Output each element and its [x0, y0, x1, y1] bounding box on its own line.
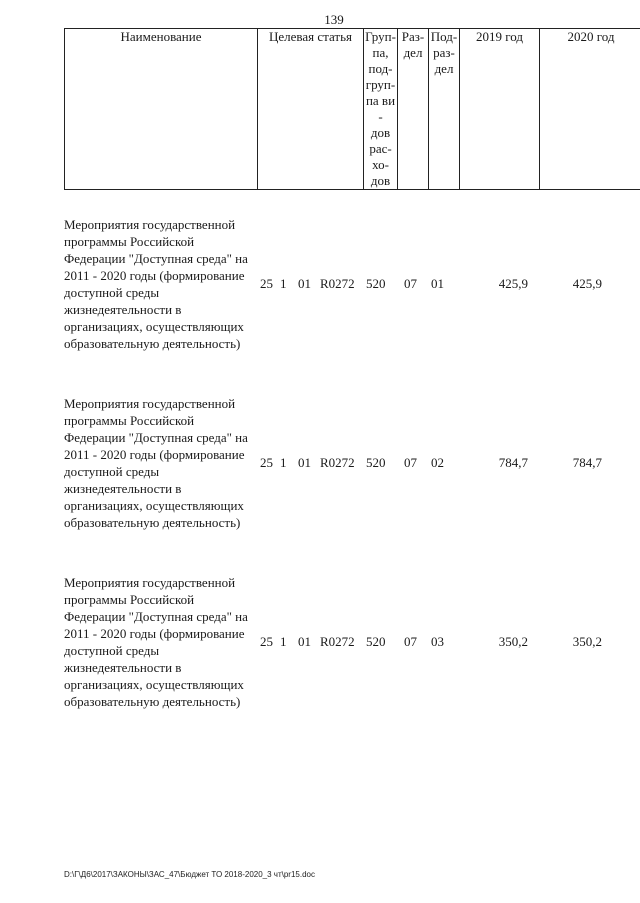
header-target-article: Целевая статья: [258, 29, 364, 190]
header-subsection: Под- раз- дел: [429, 29, 460, 190]
header-name: Наименование: [65, 29, 258, 190]
code-subprogram: 1: [280, 276, 287, 291]
cell-group: 520: [366, 276, 386, 291]
cell-subsection: 03: [431, 634, 444, 649]
row-name: Мероприятия государственной программы Российской Федерации "Доступная среда" на 2011 - 2020 годы (формирование доступной среды жизнедеятельности в организациях, осуществляющих образовательную деятельность): [64, 217, 248, 351]
cell-group: 520: [366, 455, 386, 470]
page-number: 139: [324, 12, 344, 27]
row-name: Мероприятия государственной программы Российской Федерации "Доступная среда" на 2011 - 2020 годы (формирование доступной среды жизнедеятельности в организациях, осуществляющих образовательную деятельность): [64, 575, 248, 709]
row-name: Мероприятия государственной программы Российской Федерации "Доступная среда" на 2011 - 2020 годы (формирование доступной среды жизнедеятельности в организациях, осуществляющих образовательную деятельность): [64, 396, 248, 530]
cell-amount-2019: 784,7: [498, 455, 528, 470]
code-event: 01: [298, 276, 311, 291]
cell-amount-2019: 350,2: [498, 634, 528, 649]
code-subprogram: 1: [280, 634, 287, 649]
cell-amount-2020: 784,7: [572, 455, 602, 470]
code-program: 25: [260, 276, 273, 291]
code-subprogram: 1: [280, 455, 287, 470]
header-group: Груп- па, под- груп- па ви- дов рас- хо- дов: [365, 29, 396, 188]
file-path-footer: D:\Г\Д6\2017\ЗАКОНЫ\ЗАС_47\Бюджет ТО 2018-2020_3 чт\pr15.doc: [64, 870, 315, 879]
header-section: Раз- дел: [398, 29, 429, 190]
code-event: 01: [298, 455, 311, 470]
code-direction: R0272: [320, 276, 355, 291]
cell-amount-2020: 350,2: [572, 634, 602, 649]
code-direction: R0272: [320, 634, 355, 649]
cell-amount-2019: 425,9: [498, 276, 528, 291]
header-year-2020: 2020 год: [540, 29, 640, 190]
cell-subsection: 01: [431, 276, 444, 291]
code-program: 25: [260, 455, 273, 470]
code-event: 01: [298, 634, 311, 649]
budget-table-header: [64, 28, 640, 190]
header-year-2019: 2019 год: [460, 29, 540, 190]
cell-section: 07: [404, 634, 417, 649]
cell-section: 07: [404, 455, 417, 470]
cell-subsection: 02: [431, 455, 444, 470]
cell-amount-2020: 425,9: [572, 276, 602, 291]
cell-group: 520: [366, 634, 386, 649]
cell-section: 07: [404, 276, 417, 291]
code-program: 25: [260, 634, 273, 649]
code-direction: R0272: [320, 455, 355, 470]
header-row: [65, 29, 640, 190]
